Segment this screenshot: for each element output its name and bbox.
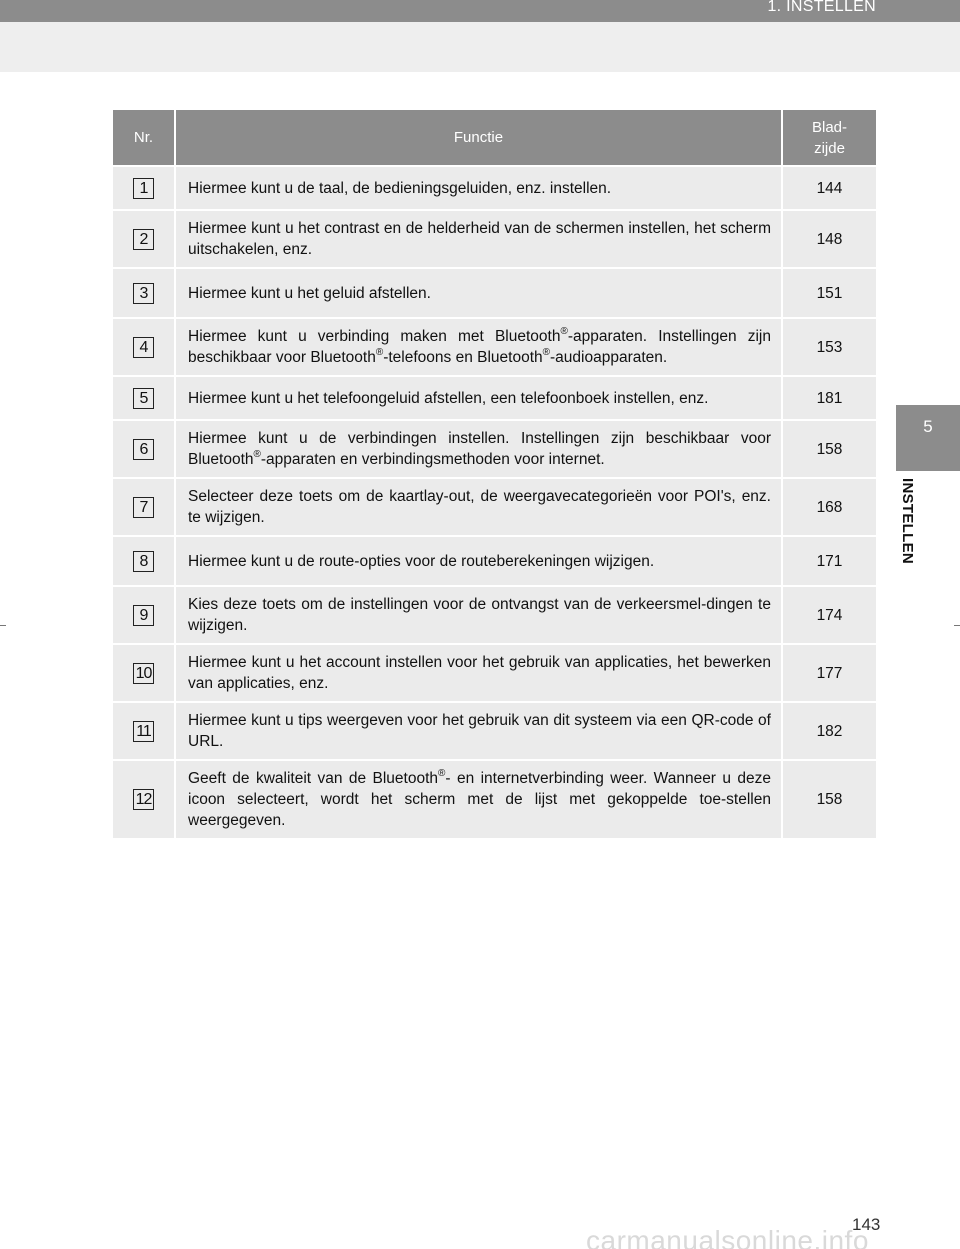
settings-table xyxy=(113,110,876,838)
table-body xyxy=(113,166,876,838)
row-function-text: Hiermee kunt u de taal, de bedieningsgeluiden, enz. instellen. xyxy=(175,166,782,210)
chapter-number: 5 xyxy=(923,417,933,436)
table-row xyxy=(113,536,876,586)
row-page-number: 171 xyxy=(782,536,876,586)
table-row xyxy=(113,760,876,838)
table-row xyxy=(113,210,876,268)
table-row xyxy=(113,644,876,702)
registered-mark: ® xyxy=(542,347,551,358)
col-header-nr: Nr. xyxy=(113,110,175,166)
row-function-text: Hiermee kunt u verbinding maken met Bluetooth®-apparaten. Instellingen zijn beschikbaar voor Bluetooth®-telefoons en Bluetooth®-audioapparaten. xyxy=(175,318,782,376)
chapter-label: INSTELLEN xyxy=(899,478,916,565)
registered-mark: ® xyxy=(253,449,261,460)
row-page-number: 148 xyxy=(782,210,876,268)
row-function-text: Hiermee kunt u het geluid afstellen. xyxy=(175,268,782,318)
chapter-tab xyxy=(896,405,960,471)
table-header-row xyxy=(113,110,876,166)
table-row xyxy=(113,376,876,420)
row-number-badge: 3 xyxy=(133,283,154,304)
row-page-number: 158 xyxy=(782,760,876,838)
row-number-cell xyxy=(113,536,175,586)
table-row xyxy=(113,166,876,210)
row-page-number: 158 xyxy=(782,420,876,478)
row-function-text: Hiermee kunt u het account instellen voor het gebruik van applicaties, het bewerken van applicaties, enz. xyxy=(175,644,782,702)
settings-table-wrap xyxy=(113,110,876,838)
page-number: 143 xyxy=(852,1215,881,1234)
row-number-badge: 12 xyxy=(133,789,154,810)
row-page-number: 182 xyxy=(782,702,876,760)
registered-mark: ® xyxy=(438,768,446,779)
header-strip xyxy=(0,0,960,22)
row-page-number: 177 xyxy=(782,644,876,702)
row-number-cell xyxy=(113,478,175,536)
crop-mark-right xyxy=(954,625,960,626)
row-function-text: Hiermee kunt u het contrast en de helderheid van de schermen instellen, het scherm uitschakelen, enz. xyxy=(175,210,782,268)
row-function-text: Hiermee kunt u de verbindingen instellen. Instellingen zijn beschikbaar voor Bluetooth®-apparaten en verbindingsmethoden voor internet. xyxy=(175,420,782,478)
row-page-number: 153 xyxy=(782,318,876,376)
row-number-badge: 11 xyxy=(133,721,154,742)
row-number-badge: 7 xyxy=(133,497,154,518)
row-number-badge: 4 xyxy=(133,337,154,358)
section-title: 1. INSTELLEN xyxy=(767,0,876,15)
table-row xyxy=(113,268,876,318)
row-function-text: Selecteer deze toets om de kaartlay-out, de weergavecategorieën voor POI's, enz. te wijzigen. xyxy=(175,478,782,536)
table-row xyxy=(113,318,876,376)
row-number-badge: 9 xyxy=(133,605,154,626)
row-number-cell xyxy=(113,376,175,420)
row-function-text: Geeft de kwaliteit van de Bluetooth®- en internetverbinding weer. Wanneer u deze icoon selecteert, wordt het scherm met de lijst met gekoppelde toe-stellen weergegeven. xyxy=(175,760,782,838)
col-header-function: Functie xyxy=(175,110,782,166)
row-number-cell xyxy=(113,644,175,702)
row-function-text: Kies deze toets om de instellingen voor de ontvangst van de verkeersmel-dingen te wijzigen. xyxy=(175,586,782,644)
row-page-number: 168 xyxy=(782,478,876,536)
row-number-badge: 8 xyxy=(133,551,154,572)
row-number-badge: 6 xyxy=(133,439,154,460)
table-row xyxy=(113,420,876,478)
row-page-number: 181 xyxy=(782,376,876,420)
table-row xyxy=(113,478,876,536)
table-row xyxy=(113,702,876,760)
row-number-cell xyxy=(113,166,175,210)
row-number-cell xyxy=(113,760,175,838)
row-number-cell xyxy=(113,318,175,376)
row-page-number: 151 xyxy=(782,268,876,318)
row-number-cell xyxy=(113,702,175,760)
row-number-cell xyxy=(113,210,175,268)
row-page-number: 144 xyxy=(782,166,876,210)
row-page-number: 174 xyxy=(782,586,876,644)
registered-mark: ® xyxy=(560,326,568,337)
watermark: carmanualsonline.info xyxy=(586,1225,869,1249)
row-number-badge: 5 xyxy=(133,388,154,409)
row-function-text: Hiermee kunt u tips weergeven voor het gebruik van dit systeem via een QR-code of URL. xyxy=(175,702,782,760)
row-number-cell xyxy=(113,586,175,644)
row-number-cell xyxy=(113,268,175,318)
table-row xyxy=(113,586,876,644)
col-header-page-text: Blad- zijde xyxy=(811,118,848,157)
row-function-text: Hiermee kunt u het telefoongeluid afstellen, een telefoonboek instellen, enz. xyxy=(175,376,782,420)
row-number-badge: 2 xyxy=(133,229,154,250)
row-number-badge: 1 xyxy=(133,178,154,199)
crop-mark-left xyxy=(0,625,6,626)
row-number-cell xyxy=(113,420,175,478)
row-function-text: Hiermee kunt u de route-opties voor de routeberekeningen wijzigen. xyxy=(175,536,782,586)
row-number-badge: 10 xyxy=(133,663,154,684)
registered-mark: ® xyxy=(375,347,384,358)
col-header-page xyxy=(782,110,876,166)
